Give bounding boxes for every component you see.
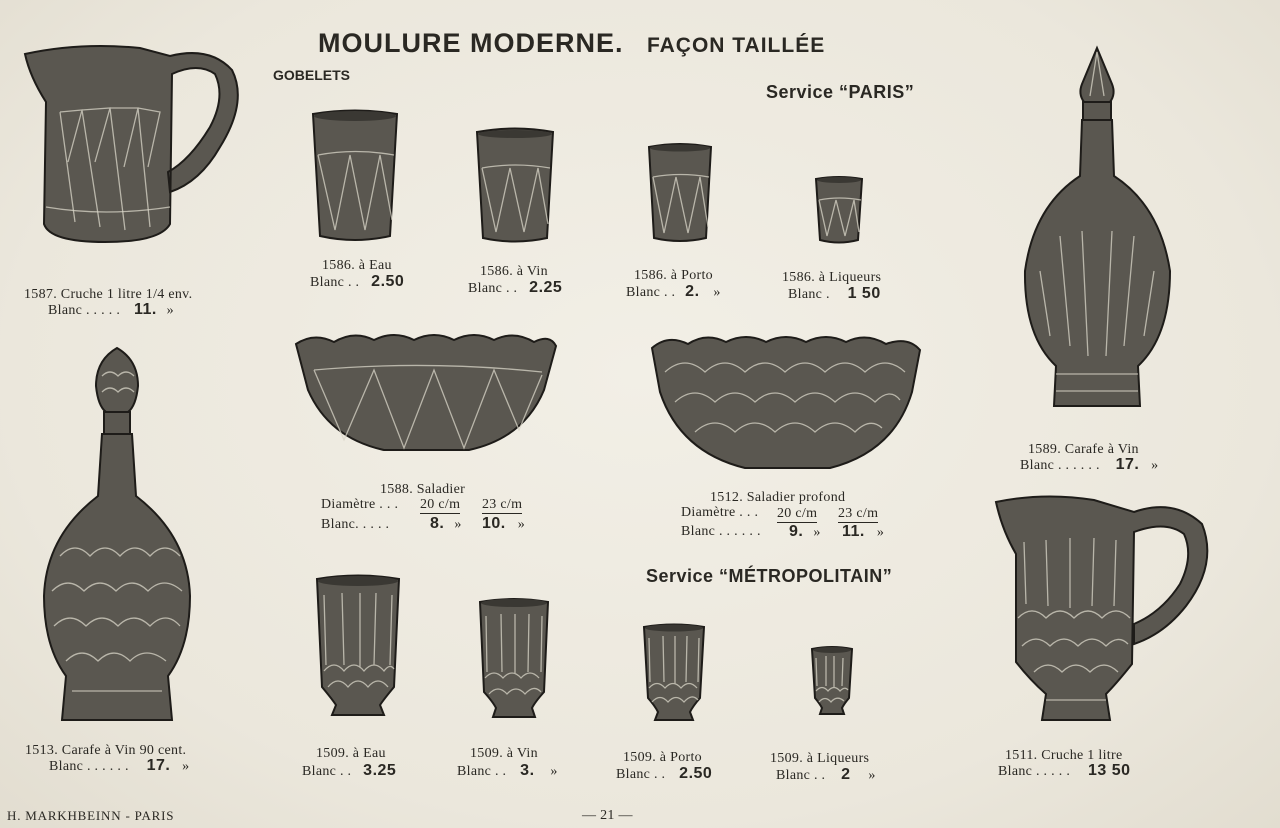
title-sub: FAÇON TAILLÉE xyxy=(646,34,826,57)
glass-1509-porto-image xyxy=(641,624,707,722)
item-1586-vin-price-row xyxy=(468,280,562,297)
item-1513-name: 1513. Carafe à Vin 90 cent. xyxy=(25,743,187,758)
item-1588-diameter-1: 20 c/m xyxy=(420,497,461,512)
item-1586-porto-label: Blanc . . xyxy=(626,285,676,300)
item-1586-liqueurs-price-row xyxy=(788,286,881,303)
page-title xyxy=(318,28,825,59)
item-1509-eau-price-row xyxy=(302,763,396,780)
item-1588-diameter-2: 23 c/m xyxy=(482,497,523,512)
section-gobelets: GOBELETS xyxy=(273,67,351,83)
item-1587-price: 11. xyxy=(133,301,157,318)
item-1513-mark: » xyxy=(182,759,190,774)
item-1589-name: 1589. Carafe à Vin xyxy=(1028,442,1139,457)
glass-1509-liqueurs-image xyxy=(810,646,854,716)
item-1586-eau-price: 2.50 xyxy=(371,273,405,290)
item-1513-price: 17. xyxy=(146,757,171,774)
item-1509-liqueurs-price-row xyxy=(776,767,876,784)
item-1509-vin-mark: » xyxy=(550,764,558,779)
item-1589-price: 17. xyxy=(1115,456,1140,473)
service-metropolitain-heading: Service “MÉTROPOLITAIN” xyxy=(646,566,893,586)
item-1586-eau-label: Blanc . . xyxy=(310,275,360,290)
item-1509-vin-name: 1509. à Vin xyxy=(470,746,538,761)
item-1512-diameter-1: 20 c/m xyxy=(777,506,818,521)
footer-publisher: H. MARKHBEINN - PARIS xyxy=(7,808,175,823)
item-1588-blanc-label: Blanc. . . . . xyxy=(321,517,390,532)
item-1509-liqueurs-name: 1509. à Liqueurs xyxy=(770,751,870,766)
tumbler-1586-vin-image xyxy=(474,128,556,243)
item-1509-vin-label: Blanc . . xyxy=(457,764,507,779)
item-1586-liqueurs-price: 1 50 xyxy=(847,285,881,302)
item-1512-blanc-label: Blanc . . . . . . xyxy=(681,524,761,539)
item-1589-price-row xyxy=(1020,457,1158,474)
item-1513-price-row xyxy=(49,758,189,775)
item-1509-vin-price: 3. xyxy=(520,762,535,779)
item-1586-porto-mark: » xyxy=(713,285,721,300)
item-1512-mark-1: » xyxy=(813,525,821,540)
item-1509-liqueurs-label: Blanc . . xyxy=(776,768,826,783)
item-1587-mark: » xyxy=(166,303,174,318)
pitcher-1511-image xyxy=(994,494,1216,724)
footer-page-number: — 21 — xyxy=(582,808,633,823)
item-1509-porto-name: 1509. à Porto xyxy=(623,750,702,765)
service-paris-heading: Service “PARIS” xyxy=(766,82,915,102)
item-1588-mark-2: » xyxy=(517,517,526,532)
item-1509-eau-name: 1509. à Eau xyxy=(316,746,386,761)
glass-1509-vin-image xyxy=(477,598,551,720)
item-1587-name: 1587. Cruche 1 litre 1/4 env. xyxy=(24,287,193,302)
pitcher-1587-image xyxy=(20,42,245,257)
item-1509-porto-price: 2.50 xyxy=(679,765,713,782)
item-1512-mark-2: » xyxy=(876,525,885,540)
item-1588-price-1: 8. xyxy=(430,515,445,532)
title-main: MOULURE MODERNE. xyxy=(318,28,624,58)
item-1509-eau-label: Blanc . . xyxy=(302,764,352,779)
item-1509-vin-price-row xyxy=(457,763,558,780)
item-1513-label: Blanc . . . . . . xyxy=(49,759,129,774)
item-1586-vin-price: 2.25 xyxy=(529,279,563,296)
item-1586-porto-name: 1586. à Porto xyxy=(634,268,713,283)
bowl-1512-image xyxy=(650,332,922,472)
item-1511-name: 1511. Cruche 1 litre xyxy=(1005,748,1123,763)
item-1512-price-2: 11. xyxy=(842,523,865,540)
item-1588-price-1-row xyxy=(430,515,462,533)
item-1586-porto-price: 2. xyxy=(685,283,700,300)
item-1589-mark: » xyxy=(1151,458,1159,473)
tumbler-1586-porto-image xyxy=(646,143,714,243)
item-1588-diameter-label: Diamètre . . . xyxy=(321,497,399,512)
bowl-1588-image xyxy=(294,330,558,460)
glass-1509-eau-image xyxy=(314,575,402,718)
item-1509-liqueurs-price: 2 xyxy=(841,766,851,783)
item-1509-liqueurs-mark: » xyxy=(868,768,876,783)
item-1512-price-1: 9. xyxy=(789,523,804,540)
item-1512-price-2-row xyxy=(842,523,884,541)
item-1588-name: 1588. Saladier xyxy=(380,482,466,497)
tumbler-1586-eau-image xyxy=(310,110,400,242)
item-1509-porto-price-row xyxy=(616,766,712,783)
item-1586-eau-price-row xyxy=(310,274,404,291)
item-1586-porto-price-row xyxy=(626,284,721,301)
item-1509-porto-label: Blanc . . xyxy=(616,767,666,782)
item-1589-label: Blanc . . . . . . xyxy=(1020,458,1100,473)
item-1588-price-2: 10. xyxy=(482,515,506,532)
item-1587-price-row xyxy=(48,302,174,319)
item-1586-vin-label: Blanc . . xyxy=(468,281,518,296)
item-1509-eau-price: 3.25 xyxy=(363,762,397,779)
tumbler-1586-liqueurs-image xyxy=(813,176,865,244)
item-1511-price: 13 50 xyxy=(1087,762,1131,779)
item-1586-eau-name: 1586. à Eau xyxy=(322,258,392,273)
item-1511-label: Blanc . . . . . xyxy=(998,764,1071,779)
item-1587-label: Blanc . . . . . xyxy=(48,303,121,318)
item-1511-price-row xyxy=(998,763,1131,780)
item-1588-mark-1: » xyxy=(454,517,462,532)
item-1586-vin-name: 1586. à Vin xyxy=(480,264,548,279)
item-1586-liqueurs-label: Blanc . xyxy=(788,287,830,302)
item-1512-price-1-row xyxy=(789,523,821,541)
carafe-1589-image xyxy=(1020,46,1175,412)
item-1512-diameter-2: 23 c/m xyxy=(838,506,879,521)
carafe-1513-image xyxy=(40,346,194,726)
item-1588-price-2-row xyxy=(482,515,525,533)
item-1512-name: 1512. Saladier profond xyxy=(710,490,846,505)
item-1512-diameter-label: Diamètre . . . xyxy=(681,505,759,520)
item-1586-liqueurs-name: 1586. à Liqueurs xyxy=(782,270,882,285)
